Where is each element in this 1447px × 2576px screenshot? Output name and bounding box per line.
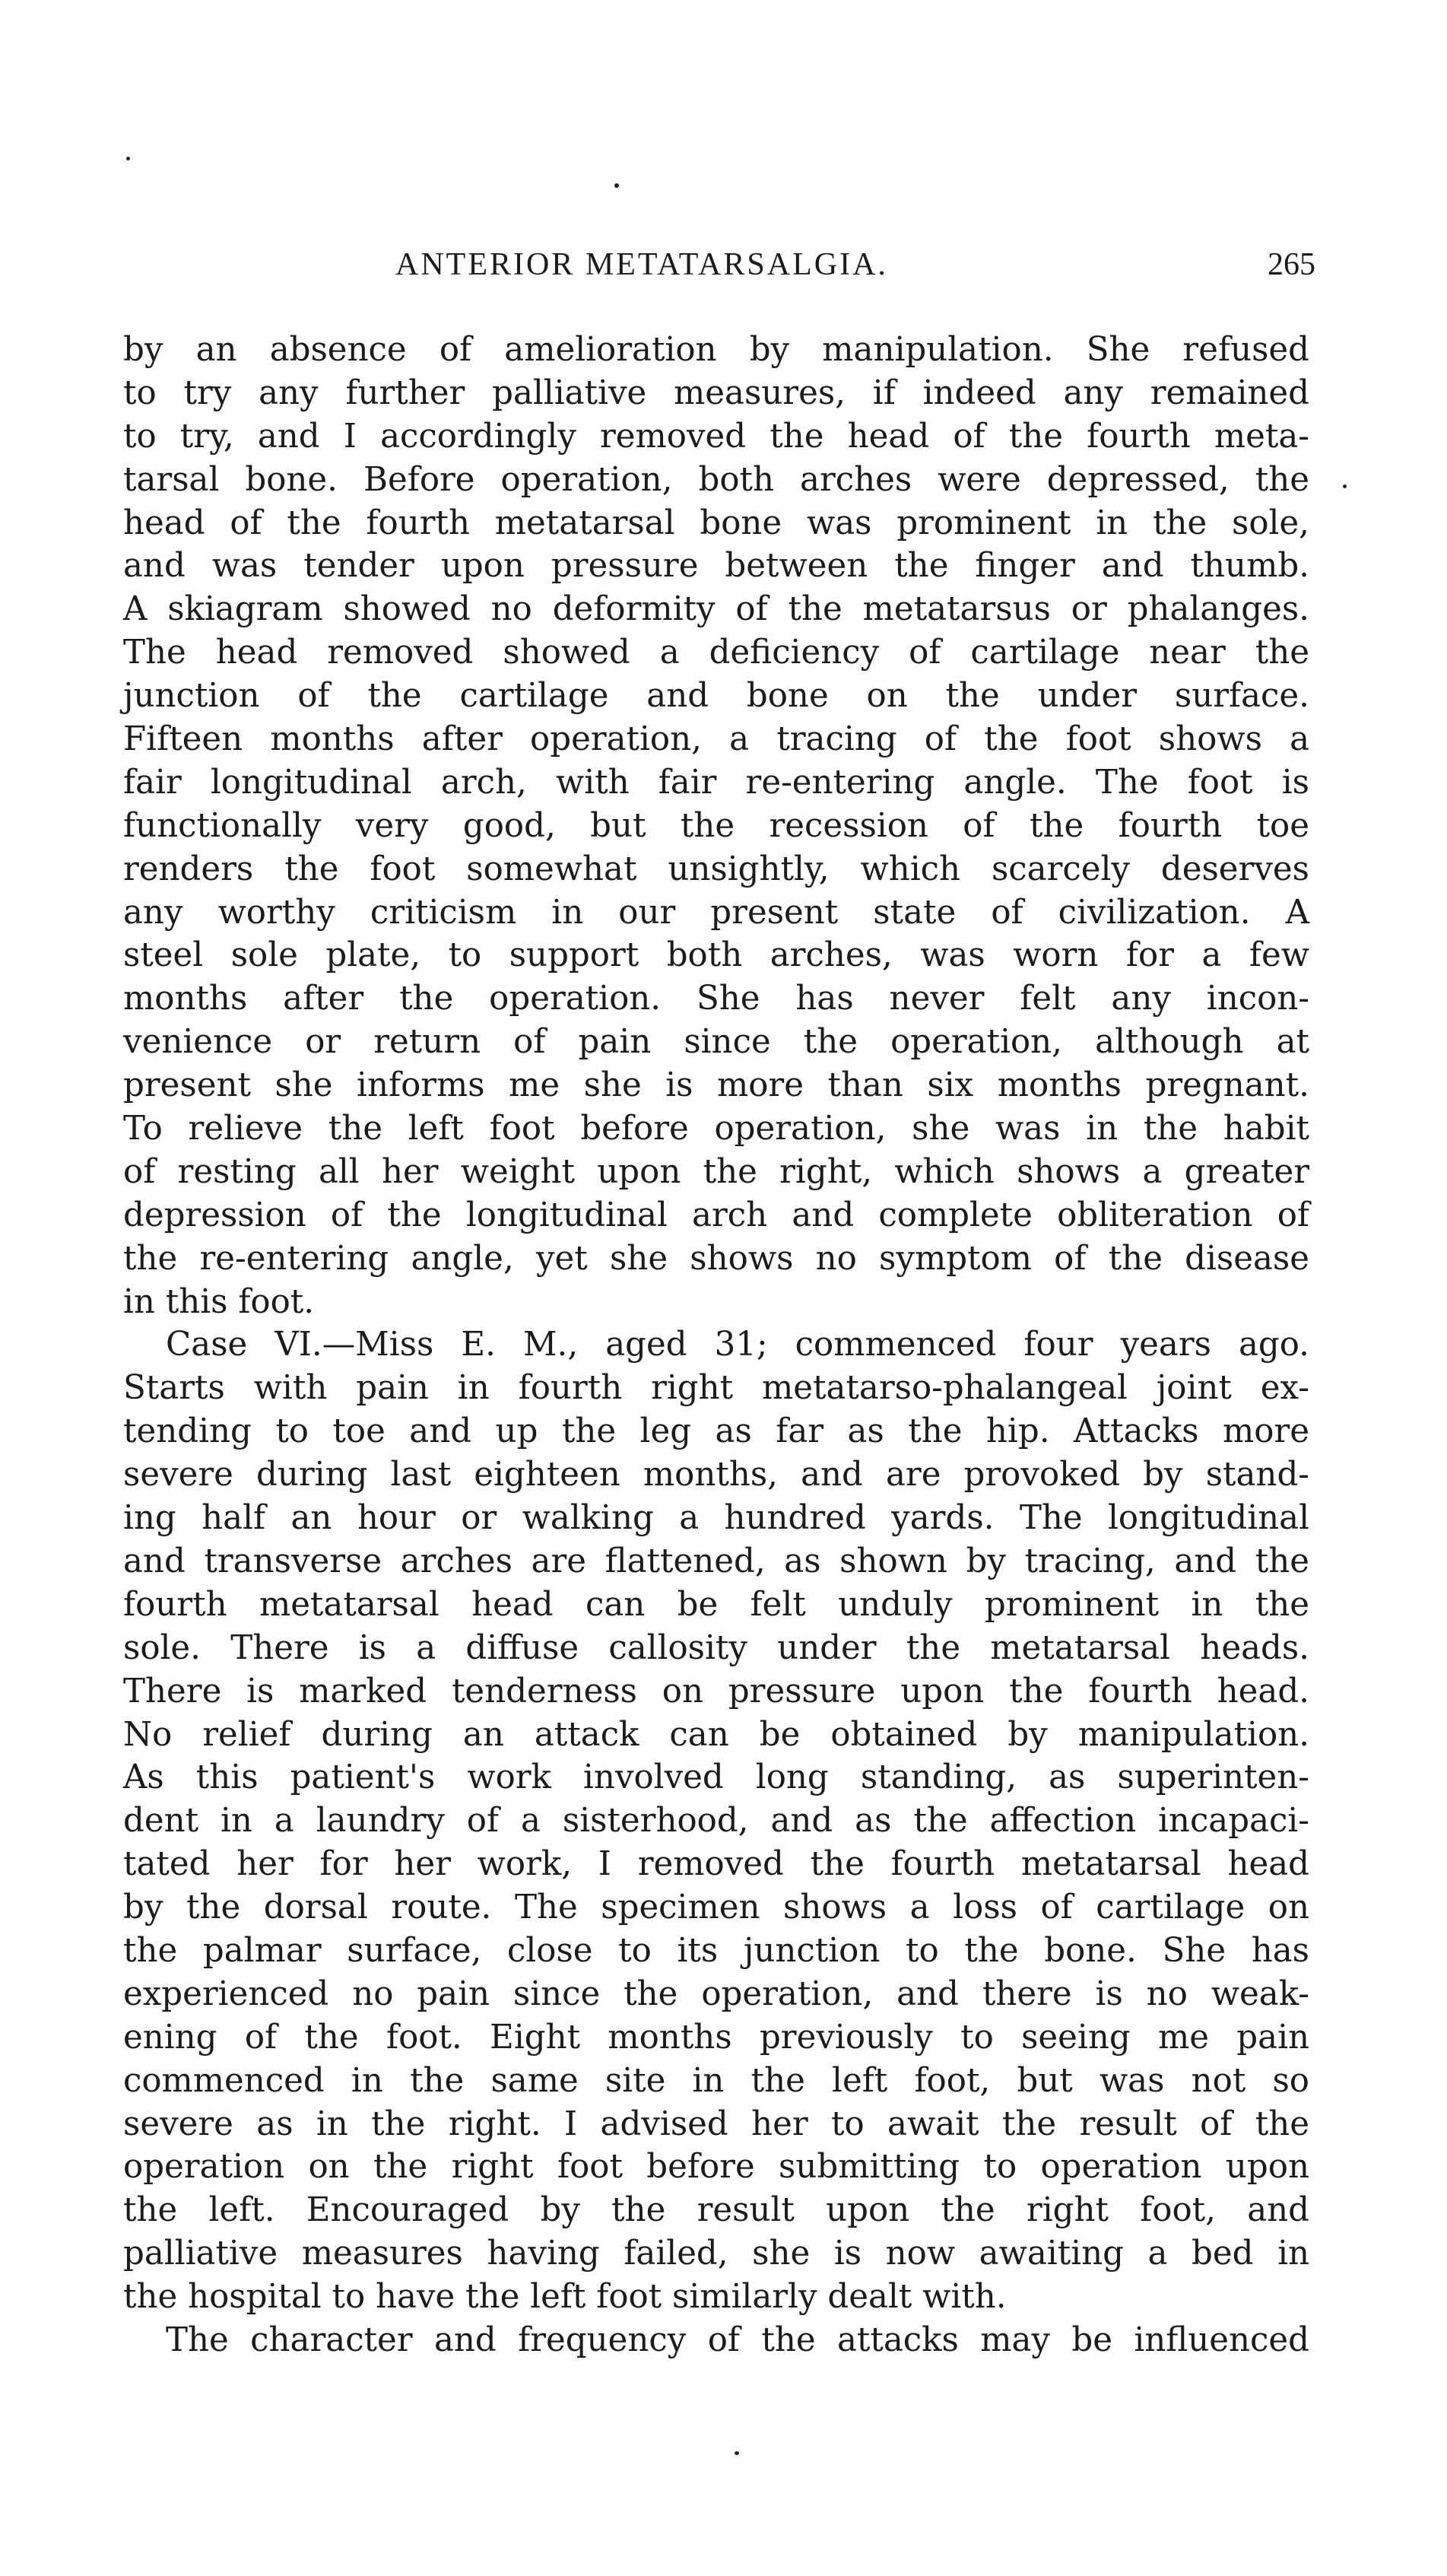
text-line-content: to try, and I accordingly removed the head of the fourth meta- [123,417,1309,456]
text-line-content: the hospital to have the left foot similarly dealt with. [123,2278,1007,2317]
text-line [123,805,1309,848]
text-line [123,2319,1309,2362]
text-line [123,415,1309,459]
text-line [123,1453,1309,1497]
text-line-content: severe as in the right. I advised her to await the result of the [123,2104,1309,2143]
text-line-content: by an absence of amelioration by manipulation. She refused [123,331,1309,369]
text-line-content: depression of the longitudinal arch and complete obliteration of [123,1196,1309,1234]
text-line [123,1799,1309,1843]
text-line-content: any worthy criticism in our present state of civilization. A [123,893,1309,932]
text-line-content: Starts with pain in fourth right metatarso-phalangeal joint ex- [123,1369,1309,1408]
text-line [123,1021,1309,1064]
text-line-content: by the dorsal route. The specimen shows a loss of cartilage on [123,1888,1309,1927]
text-line-content: to try any further palliative measures, if indeed any remained [123,373,1309,412]
text-line-content: The head removed showed a deficiency of cartilage near the [123,634,1309,672]
text-line-content: As this patient's work involved long standing, as superinten- [123,1758,1309,1797]
running-title: ANTERIOR METATARSALGIA. [395,247,888,282]
text-line [123,1627,1309,1670]
text-line-content: There is marked tenderness on pressure upon the fourth head. [123,1672,1309,1710]
text-line [123,1281,1309,1324]
text-line-content: No relief during an attack can be obtained by manipulation. [123,1715,1309,1754]
text-line [123,545,1309,588]
text-line-content: months after the operation. She has never felt any incon- [123,980,1309,1018]
text-line [123,1064,1309,1107]
text-line [123,1237,1309,1281]
text-line-content: junction of the cartilage and bone on the under surface. [123,677,1309,716]
text-line [123,1323,1309,1367]
text-line [123,2146,1309,2189]
text-line-content: in this foot. [123,1282,315,1321]
text-line [123,1497,1309,1540]
text-line [123,1194,1309,1237]
text-line [123,588,1309,631]
text-line [123,2016,1309,2060]
text-line-content: experienced no pain since the operation, and there is no weak- [123,1974,1309,2013]
text-line-content: the palmar surface, close to its junction to the bone. She has [123,1931,1309,1970]
text-line-content: dent in a laundry of a sisterhood, and as the affection incapaci- [123,1802,1309,1841]
text-line [123,2189,1309,2232]
text-line-content: functionally very good, but the recession of the fourth toe [123,806,1309,845]
text-line [123,631,1309,675]
text-line-content: renders the foot somewhat unsightly, which scarcely deserves [123,850,1309,888]
margin-ink-speck [1343,484,1347,488]
text-line [123,459,1309,502]
text-line [123,372,1309,415]
text-line [123,2060,1309,2103]
text-line-content: tated her for her work, I removed the fourth metatarsal head [123,1845,1309,1884]
top-ink-speck [614,183,619,188]
text-line [123,1670,1309,1714]
text-line [123,1930,1309,1973]
text-line [123,502,1309,545]
text-line [123,1540,1309,1583]
text-line-content: tarsal bone. Before operation, both arches were depressed, the [123,460,1309,499]
text-line-content: The character and frequency of the attacks may be influenced [166,2320,1309,2359]
bottom-ink-speck [735,2451,739,2455]
text-line-content: operation on the right foot before submitting to operation upon [123,2148,1309,2187]
text-line-content: To relieve the left foot before operation, she was in the habit [123,1110,1309,1148]
text-line [123,1714,1309,1757]
text-line-content: ing half an hour or walking a hundred yards. The longitudinal [123,1499,1309,1538]
text-line-content: Case VI.—Miss E. M., aged 31; commenced four years ago. [166,1326,1309,1364]
text-line-content: of resting all her weight upon the right, which shows a greater [123,1152,1309,1191]
text-line [123,2232,1309,2276]
text-line-content: venience or return of pain since the operation, although at [123,1023,1309,1062]
text-line [123,675,1309,718]
text-line-content: Fifteen months after operation, a tracing of the foot shows a [123,720,1309,759]
text-line [123,1973,1309,2016]
left-ink-speck [126,157,130,160]
text-line [123,1367,1309,1410]
text-line [123,977,1309,1021]
text-line-content: present she informs me she is more than six months pregnant. [123,1066,1309,1105]
running-header [395,246,1315,292]
text-line-content: palliative measures having failed, she is now awaiting a bed in [123,2235,1309,2273]
text-line-content: and transverse arches are flattened, as shown by tracing, and the [123,1542,1309,1580]
text-line [123,718,1309,761]
text-line [123,934,1309,977]
text-line [123,1151,1309,1194]
text-line-content: the left. Encouraged by the result upon the right foot, and [123,2191,1309,2230]
text-line [123,2276,1309,2319]
text-line-content: the re-entering angle, yet she shows no symptom of the disease [123,1239,1309,1278]
text-line-content: tending to toe and up the leg as far as the hip. Attacks more [123,1412,1309,1451]
text-line [123,1886,1309,1930]
text-line-content: ening of the foot. Eight months previously to seeing me pain [123,2018,1309,2057]
text-line [123,329,1309,372]
text-line [123,2103,1309,2146]
text-line [123,761,1309,805]
text-line [123,1583,1309,1627]
text-line [123,848,1309,891]
text-line-content: fair longitudinal arch, with fair re-entering angle. The foot is [123,763,1309,802]
text-line-content: sole. There is a diffuse callosity under the metatarsal heads. [123,1628,1309,1667]
text-line-content: commenced in the same site in the left foot, but was not so [123,2061,1309,2100]
text-line [123,891,1309,935]
text-line-content: steel sole plate, to support both arches, was worn for a few [123,936,1309,975]
page-number: 265 [1268,247,1315,282]
text-line [123,1843,1309,1886]
text-line-content: fourth metatarsal head can be felt unduly prominent in the [123,1585,1309,1624]
text-line [123,1756,1309,1799]
text-line-content: severe during last eighteen months, and are provoked by stand- [123,1456,1309,1494]
text-line [123,1410,1309,1453]
text-line-content: head of the fourth metatarsal bone was prominent in the sole, [123,503,1309,542]
text-line-content: and was tender upon pressure between the finger and thumb. [123,547,1309,586]
text-line [123,1107,1309,1151]
body-text [123,329,1309,2362]
text-line-content: A skiagram showed no deformity of the metatarsus or phalanges. [123,590,1309,629]
